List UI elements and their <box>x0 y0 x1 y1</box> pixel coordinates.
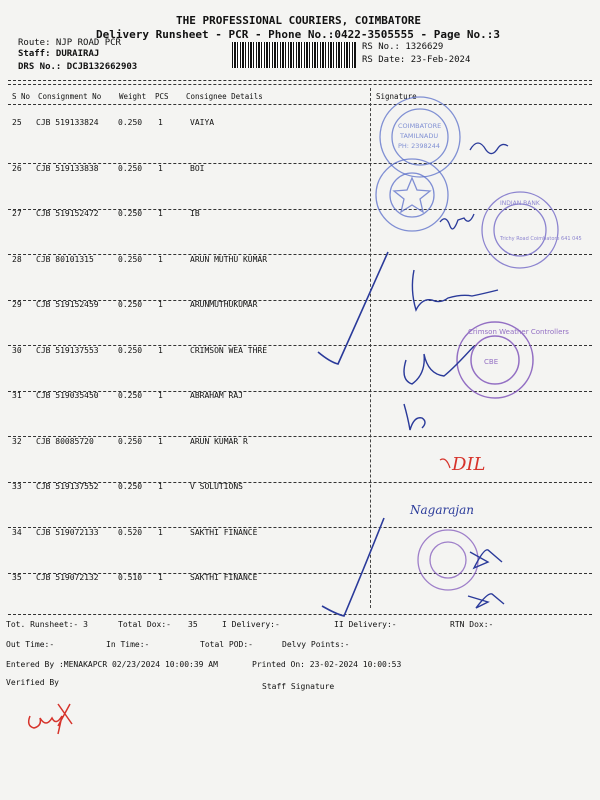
rtn-dox-label: RTN Dox:- <box>450 620 494 629</box>
staff-label: Staff: DURAIRAJ <box>18 49 100 59</box>
row-consignee: V SOLUTIONS <box>190 482 243 491</box>
row-consignee: BOI <box>190 163 205 173</box>
col-consignment: Consignment No <box>38 92 102 101</box>
row-sno: 25 <box>12 118 22 127</box>
row-pcs: 1 <box>158 118 163 127</box>
row-weight: 0.250 <box>118 163 143 173</box>
row-weight: 0.520 <box>118 527 143 537</box>
indian-bank-stamp <box>482 192 582 268</box>
row-pcs: 1 <box>158 482 163 491</box>
printed-on: Printed On: 23-02-2024 10:00:53 <box>252 660 402 669</box>
row-sno: 32 <box>12 436 22 446</box>
ii-delivery-label: II Delivery:- <box>334 620 397 629</box>
row-consignee: ARUNMUTHUKUMAR <box>190 300 258 309</box>
tick-mark-upper <box>318 252 388 364</box>
row-weight: 0.510 <box>118 573 143 582</box>
sadhana-stamp <box>380 97 460 177</box>
row-consignee: SAKTHI FINANCE <box>190 527 258 537</box>
signature-row31 <box>404 404 425 430</box>
row-weight: 0.250 <box>118 300 143 309</box>
signature-row29 <box>412 270 498 310</box>
column-header-divider <box>8 104 592 105</box>
row-weight: 0.250 <box>118 391 143 400</box>
row-consignee: ARUN KUMAR R <box>190 436 248 446</box>
row-consignment: CJB 80101315 <box>36 254 94 264</box>
header-divider-2 <box>8 84 592 85</box>
total-dox-value: 35 <box>188 620 198 629</box>
row-consignment: CJB 519137553 <box>36 345 99 355</box>
in-time-label: In Time:- <box>106 640 150 649</box>
col-pcs: PCS <box>155 92 169 101</box>
row-divider <box>8 254 592 255</box>
row-sno: 28 <box>12 254 22 264</box>
col-sno: S No <box>12 92 31 101</box>
signature-row27 <box>440 214 474 229</box>
svg-text:Crimson Weather Controllers: Crimson Weather Controllers <box>468 328 569 336</box>
round-stamp-row34 <box>418 530 478 590</box>
row-weight: 0.250 <box>118 209 143 218</box>
row-consignment: CJB 519133838 <box>36 163 99 173</box>
signature-row35 <box>468 594 504 608</box>
svg-text:PH: 2398244: PH: 2398244 <box>398 142 441 150</box>
row-sno: 34 <box>12 527 22 537</box>
row-consignee: SAKTHI FINANCE <box>190 573 258 582</box>
col-weight: Weight <box>119 92 147 101</box>
company-name: THE PROFESSIONAL COURIERS, COIMBATORE <box>176 14 422 27</box>
row-sno: 27 <box>12 209 22 218</box>
row-consignment: CJB 519072133 <box>36 527 99 537</box>
row-sno: 31 <box>12 391 22 400</box>
row-pcs: 1 <box>158 254 163 264</box>
row-sno: 26 <box>12 163 22 173</box>
row-weight: 0.250 <box>118 436 143 446</box>
row-consignment: CJB 519072132 <box>36 573 99 582</box>
row-consignment: CJB 519035450 <box>36 391 99 400</box>
svg-text:COIMBATORE: COIMBATORE <box>398 122 442 130</box>
tick-mark-lower <box>322 518 384 616</box>
svg-text:TAMILNADU: TAMILNADU <box>400 132 439 140</box>
row-pcs: 1 <box>158 436 163 446</box>
row-consignee: IB <box>190 209 200 218</box>
total-dox-label: Total Dox:- <box>118 620 171 629</box>
header-divider <box>8 80 592 81</box>
row-consignment: CJB 519152459 <box>36 300 99 309</box>
row-sno: 33 <box>12 482 22 491</box>
row-sno: 30 <box>12 345 22 355</box>
row-pcs: 1 <box>158 345 163 355</box>
row-weight: 0.250 <box>118 482 143 491</box>
row-pcs: 1 <box>158 573 163 582</box>
row-pcs: 1 <box>158 163 163 173</box>
row-consignment: CJB 519137552 <box>36 482 99 491</box>
row-consignee: ARUN MUTHU KUMAR <box>190 254 268 264</box>
i-delivery-label: I Delivery:- <box>222 620 280 629</box>
row-consignment: CJB 519152472 <box>36 209 99 218</box>
row-weight: 0.250 <box>118 118 143 127</box>
signature-row30 <box>404 346 474 384</box>
entered-by: Entered By :MENAKAPCR 02/23/2024 10:00:39 AM <box>6 660 218 669</box>
rs-number: RS No.: 1326629 <box>362 42 444 52</box>
verified-signature <box>29 704 72 734</box>
row-weight: 0.250 <box>118 345 143 355</box>
total-pod-label: Total POD:- <box>200 640 253 649</box>
row-sno: 35 <box>12 573 22 582</box>
row-sno: 29 <box>12 300 22 309</box>
tot-runsheet: Tot. Runsheet:- 3 <box>6 620 88 629</box>
footer-divider <box>8 614 592 615</box>
row-pcs: 1 <box>158 209 163 218</box>
row-weight: 0.250 <box>118 254 143 264</box>
signature-row25 <box>470 143 508 154</box>
svg-text:INDIAN BANK: INDIAN BANK <box>500 200 540 207</box>
row-consignee: CRIMSON WEA THRE <box>190 345 268 355</box>
row-consignee: VAIYA <box>190 118 215 127</box>
signature-row34 <box>470 550 502 568</box>
row-pcs: 1 <box>158 391 163 400</box>
verified-by-label: Verified By <box>6 678 59 687</box>
staff-signature-label: Staff Signature <box>262 682 335 691</box>
barcode <box>232 42 356 68</box>
svg-text:Trichy Road Coimbatore 641 045: Trichy Road Coimbatore 641 045 <box>500 236 582 242</box>
handwriting-row32: DIL <box>452 454 486 475</box>
col-consignee: Consignee Details <box>186 92 263 101</box>
col-signature: Signature <box>376 92 417 101</box>
star-stamp <box>376 159 448 231</box>
row-pcs: 1 <box>158 300 163 309</box>
rs-date: RS Date: 23-Feb-2024 <box>362 55 471 65</box>
row-pcs: 1 <box>158 527 163 537</box>
signature-column-divider <box>370 88 371 608</box>
runsheet-title: Delivery Runsheet - PCR - Phone No.:0422-3505555 - Page No.:3 <box>96 28 500 41</box>
row-consignee: ABRAHAM RAJ <box>190 391 243 400</box>
crimson-stamp <box>457 322 569 398</box>
handwriting-row33: Nagarajan <box>410 503 474 517</box>
row-divider <box>8 436 592 437</box>
delvy-points-label: Delvy Points:- <box>282 640 350 649</box>
route-label: Route: NJP ROAD PCR <box>18 38 121 48</box>
row-consignment: CJB 519133824 <box>36 118 99 127</box>
drs-number: DRS No.: DCJB132662903 <box>18 62 138 72</box>
out-time-label: Out Time:- <box>6 640 55 649</box>
svg-text:CBE: CBE <box>484 358 499 366</box>
row-consignment: CJB 80085720 <box>36 436 94 446</box>
